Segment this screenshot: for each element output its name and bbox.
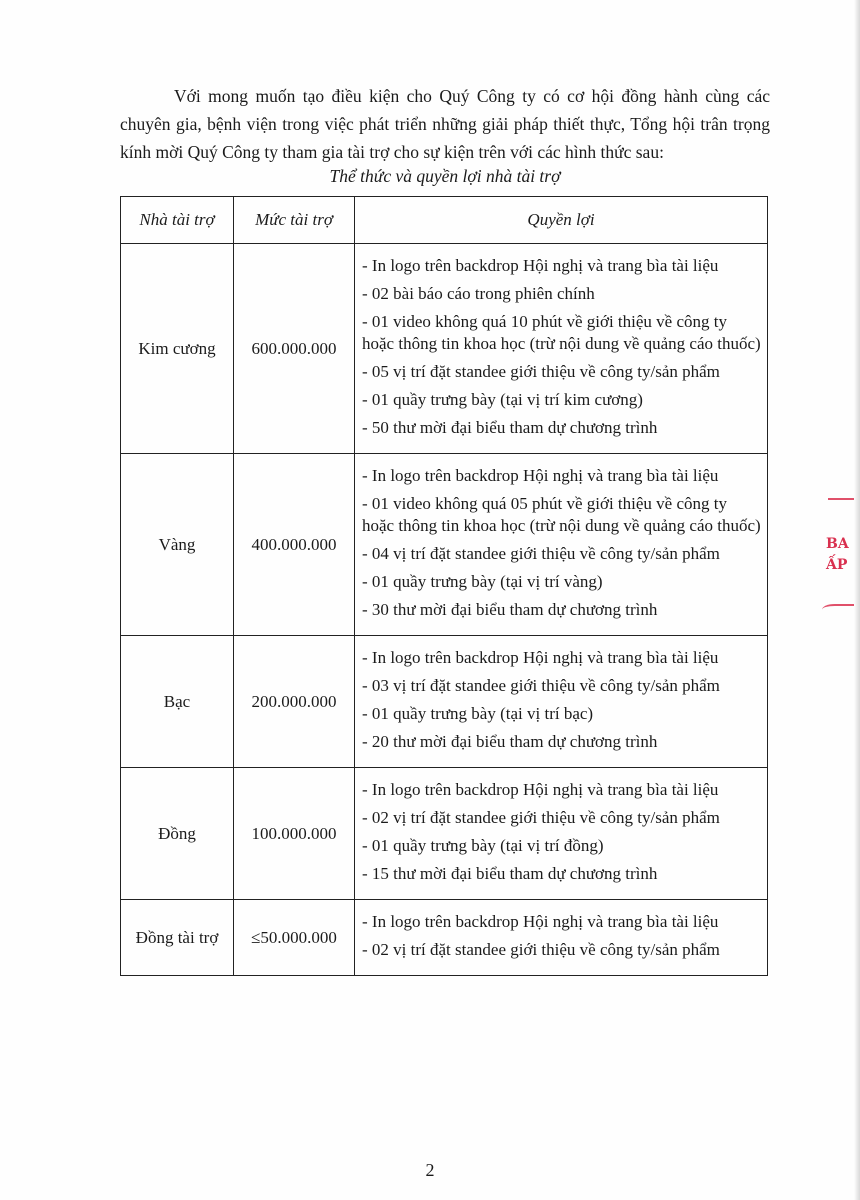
benefit-item: - 01 quầy trưng bày (tại vị trí đồng) [362, 836, 604, 855]
tier-amount: 400.000.000 [234, 454, 355, 636]
benefit-item: - In logo trên backdrop Hội nghị và trang bìa tài liệu [362, 780, 719, 799]
benefit-item: - 01 video không quá 10 phút về giới thiệu về công ty hoặc thông tin khoa học (trừ nội dung về quảng cáo thuốc) [362, 312, 761, 353]
benefit-list [355, 454, 768, 636]
stamp-line-top [828, 484, 854, 500]
benefit-item: - 02 vị trí đặt standee giới thiệu về công ty/sản phẩm [362, 940, 720, 959]
benefit-item: - In logo trên backdrop Hội nghị và trang bìa tài liệu [362, 648, 719, 667]
tier-name: Vàng [121, 454, 234, 636]
table-row [121, 454, 768, 636]
table-row [121, 900, 768, 976]
table-header-row [121, 197, 768, 244]
table-row [121, 636, 768, 768]
table-row [121, 244, 768, 454]
benefit-item: - 30 thư mời đại biểu tham dự chương trình [362, 600, 658, 619]
page-number: 2 [425, 1160, 435, 1180]
tier-name: Bạc [121, 636, 234, 768]
intro-text: Với mong muốn tạo điều kiện cho Quý Công ty có cơ hội đồng hành cùng các chuyên gia, bệnh viện trong việc phát triển những giải pháp thiết thực, Tổng hội trân trọng kính mời Quý Công ty tham gia tài trợ cho sự kiện trên với các hình thức sau: [120, 86, 770, 162]
benefit-item: - 01 quầy trưng bày (tại vị trí bạc) [362, 704, 594, 723]
stamp-text-1: BA [826, 536, 849, 552]
tier-amount: 200.000.000 [234, 636, 355, 768]
benefit-list [355, 244, 768, 454]
benefit-item: - 01 quầy trưng bày (tại vị trí vàng) [362, 572, 603, 591]
benefit-item: - In logo trên backdrop Hội nghị và trang bìa tài liệu [362, 466, 719, 485]
benefit-item: - 15 thư mời đại biểu tham dự chương trình [362, 864, 658, 883]
stamp-text-2: ẤP [826, 557, 848, 573]
tier-name: Đồng tài trợ [121, 900, 234, 976]
intro-paragraph [120, 82, 770, 166]
benefit-list [355, 636, 768, 768]
tier-name: Đồng [121, 768, 234, 900]
tier-amount: 100.000.000 [234, 768, 355, 900]
benefit-item: - 04 vị trí đặt standee giới thiệu về công ty/sản phẩm [362, 544, 720, 563]
benefit-list [355, 768, 768, 900]
stamp-fragment [818, 484, 860, 634]
tier-amount: ≤50.000.000 [234, 900, 355, 976]
benefit-item: - 02 vị trí đặt standee giới thiệu về công ty/sản phẩm [362, 808, 720, 827]
tier-name: Kim cương [121, 244, 234, 454]
benefit-item: - 20 thư mời đại biểu tham dự chương trình [362, 732, 658, 751]
stamp-line-bottom [822, 604, 854, 618]
benefit-item: - 03 vị trí đặt standee giới thiệu về công ty/sản phẩm [362, 676, 720, 695]
benefit-item: - 01 quầy trưng bày (tại vị trí kim cương) [362, 390, 643, 409]
tier-amount: 600.000.000 [234, 244, 355, 454]
table-row [121, 768, 768, 900]
table-caption: Thể thức và quyền lợi nhà tài trợ [329, 166, 561, 186]
sponsor-table [120, 196, 768, 976]
benefit-item: - In logo trên backdrop Hội nghị và trang bìa tài liệu [362, 912, 719, 931]
header-amount: Mức tài trợ [234, 197, 355, 244]
header-sponsor: Nhà tài trợ [121, 197, 234, 244]
benefit-item: - 02 bài báo cáo trong phiên chính [362, 284, 595, 303]
benefit-list [355, 900, 768, 976]
benefit-item: - 50 thư mời đại biểu tham dự chương trình [362, 418, 658, 437]
benefit-item: - 05 vị trí đặt standee giới thiệu về công ty/sản phẩm [362, 362, 720, 381]
header-benefits: Quyền lợi [355, 197, 768, 244]
benefit-item: - In logo trên backdrop Hội nghị và trang bìa tài liệu [362, 256, 719, 275]
benefit-item: - 01 video không quá 05 phút về giới thiệu về công ty hoặc thông tin khoa học (trừ nội dung về quảng cáo thuốc) [362, 494, 761, 535]
